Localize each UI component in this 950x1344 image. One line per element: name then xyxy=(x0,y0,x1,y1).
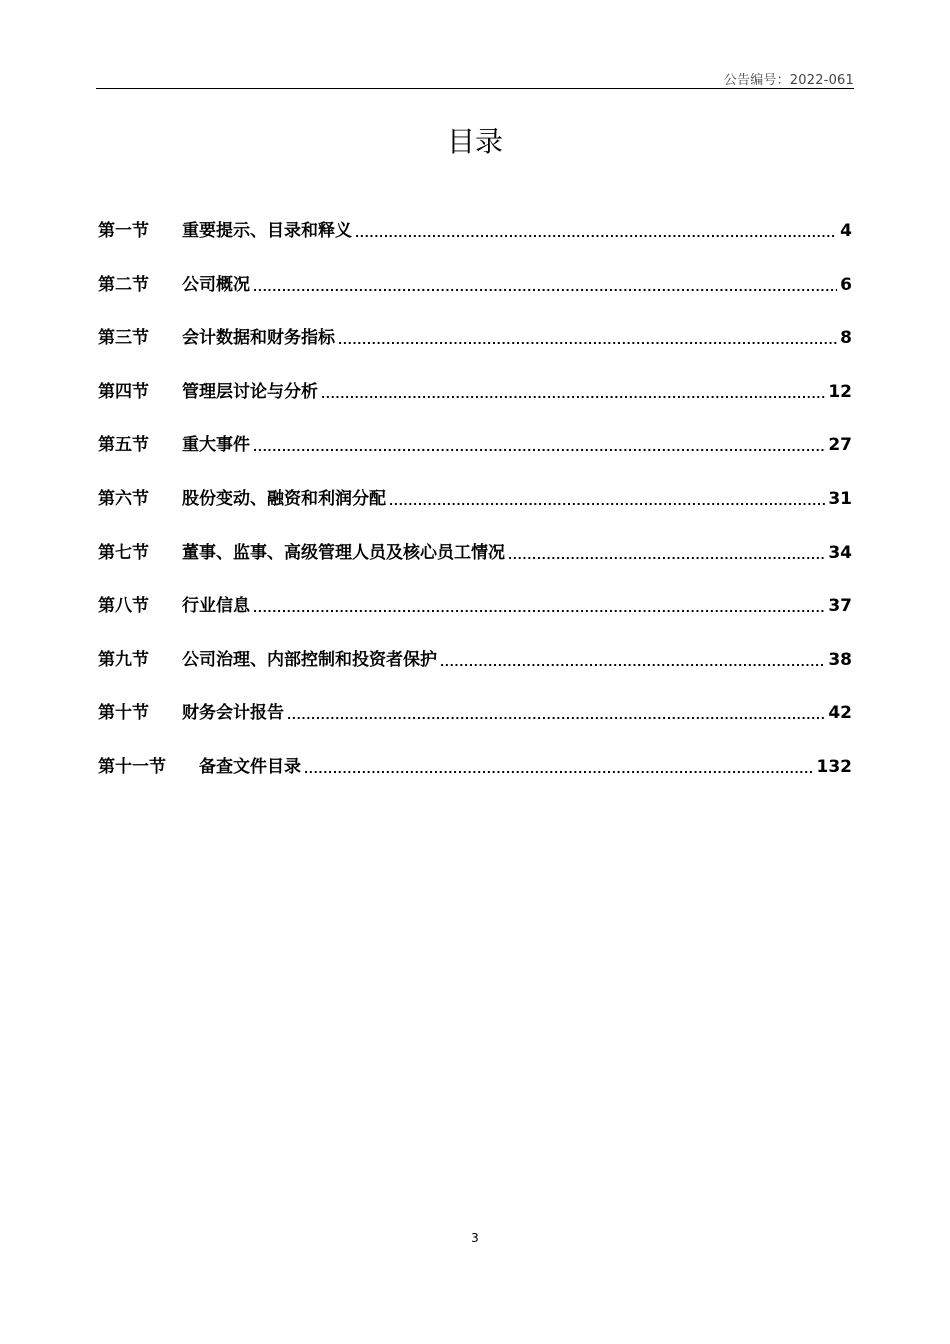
toc-title: 财务会计报告 xyxy=(182,703,284,724)
toc-leader-dots xyxy=(508,540,825,566)
toc-page-number: 4 xyxy=(840,221,852,241)
toc-title: 备查文件目录 xyxy=(199,756,301,777)
table-of-contents xyxy=(98,218,852,808)
toc-entry-1[interactable] xyxy=(98,218,852,272)
toc-section-label: 第四节 xyxy=(98,381,149,402)
toc-leader-dots xyxy=(253,272,837,298)
toc-page-number: 6 xyxy=(840,274,852,295)
toc-leader-dots xyxy=(355,218,837,244)
header-divider xyxy=(96,88,854,89)
toc-page-number: 12 xyxy=(828,381,852,402)
toc-leader-dots xyxy=(304,754,814,780)
toc-section-label: 第十节 xyxy=(98,703,149,724)
toc-page-number: 31 xyxy=(828,488,852,509)
toc-section-label: 第七节 xyxy=(98,542,149,563)
toc-title: 公司概况 xyxy=(182,274,250,295)
toc-section-label: 第八节 xyxy=(98,596,149,617)
toc-leader-dots xyxy=(338,325,837,351)
toc-title: 董事、监事、高级管理人员及核心员工情况 xyxy=(182,542,505,563)
announcement-number: 公告编号：2022-061 xyxy=(723,73,854,88)
toc-section-label: 第二节 xyxy=(98,274,149,295)
toc-leader-dots xyxy=(287,700,825,726)
toc-section-label: 第三节 xyxy=(98,328,149,349)
toc-page-number: 42 xyxy=(828,703,852,724)
toc-leader-dots xyxy=(321,379,825,405)
toc-title: 重大事件 xyxy=(182,435,250,456)
toc-title: 管理层讨论与分析 xyxy=(182,381,318,402)
toc-page-number: 38 xyxy=(828,649,852,670)
toc-entry-6[interactable] xyxy=(98,486,852,540)
toc-entry-4[interactable] xyxy=(98,379,852,433)
toc-section-label: 第六节 xyxy=(98,488,149,509)
page-number: 3 xyxy=(471,1231,479,1245)
toc-entry-9[interactable] xyxy=(98,647,852,701)
toc-entry-8[interactable] xyxy=(98,593,852,647)
toc-section-label: 第一节 xyxy=(98,221,149,241)
toc-entry-5[interactable] xyxy=(98,432,852,486)
toc-page-number: 132 xyxy=(816,756,852,777)
toc-page-number: 27 xyxy=(828,435,852,456)
toc-page-number: 34 xyxy=(828,542,852,563)
toc-leader-dots xyxy=(253,593,825,619)
toc-section-label: 第九节 xyxy=(98,649,149,670)
toc-entry-2[interactable] xyxy=(98,272,852,326)
toc-title: 会计数据和财务指标 xyxy=(182,328,335,349)
toc-leader-dots xyxy=(253,432,825,458)
toc-title: 股份变动、融资和利润分配 xyxy=(182,488,386,509)
toc-page-number: 8 xyxy=(840,328,852,349)
toc-entry-7[interactable] xyxy=(98,540,852,594)
toc-entry-3[interactable] xyxy=(98,325,852,379)
toc-leader-dots xyxy=(389,486,825,512)
toc-leader-dots xyxy=(440,647,825,673)
toc-entry-11[interactable] xyxy=(98,754,852,808)
toc-entry-10[interactable] xyxy=(98,700,852,754)
toc-section-label: 第十一节 xyxy=(98,756,166,777)
toc-title: 重要提示、目录和释义 xyxy=(182,221,352,241)
page-title: 目录 xyxy=(446,125,503,158)
toc-page-number: 37 xyxy=(828,596,852,617)
toc-section-label: 第五节 xyxy=(98,435,149,456)
toc-title: 公司治理、内部控制和投资者保护 xyxy=(182,649,437,670)
toc-title: 行业信息 xyxy=(182,596,250,617)
